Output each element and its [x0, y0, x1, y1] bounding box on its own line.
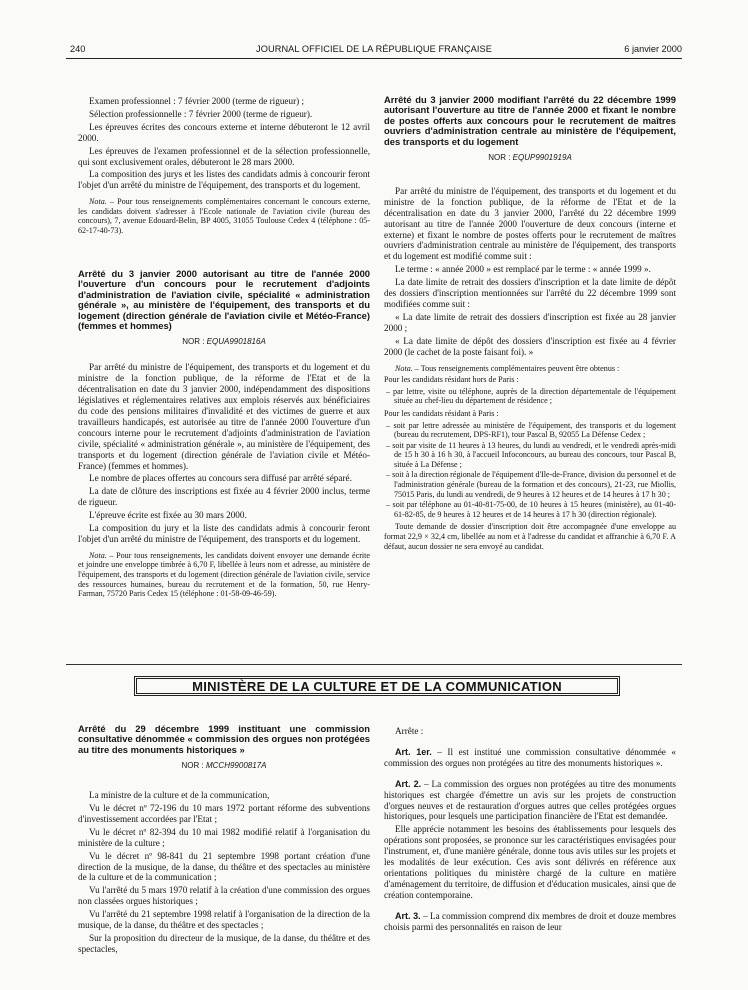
places-offered: Le nombre de places offertes au concours sera diffusé par arrêté séparé.: [89, 473, 352, 484]
deadline-change: La date limite de retrait des dossiers d'inscription et la date limite de dépôt des dossiers d'inscription mentionnées sur l'arrêté du 22 décembre 1999 sont modifiées comme suit :: [384, 277, 676, 309]
outside-paris-heading: Pour les candidats résidant hors de Paris :: [384, 375, 519, 385]
article-label: Art. 2.: [395, 778, 422, 789]
section-rule-top: [66, 664, 682, 665]
written-exams: Les épreuves écrites des concours externe et interne débuteront le 12 avril 2000.: [78, 121, 370, 143]
nota-text: – Tous renseignements complémentaires peuvent être obtenus :: [412, 363, 620, 373]
list-item: – par lettre, visite ou téléphone, auprès de la direction départementale de l'équipement située au chef-lieu du département de résidence ;: [386, 386, 676, 406]
ministry-banner: MINISTÈRE DE LA CULTURE ET DE LA COMMUNICATION: [134, 676, 620, 696]
nota-text: – Pour tous renseignements, les candidats doivent envoyer une demande écrite et joindre une enveloppe timbrée à 6,70 F, libellée à leurs nom et adresse, au ministère de l'équipement, des transports et du logement (direction générale de l'aviation civile, service des ressources humaines, bureau du recrutement et de la formation, 50, rue Henry-Farman, 75720 Paris Cedex 15 (téléphone : 01-58-09-46-59).: [78, 550, 370, 599]
written-exam-date: L'épreuve écrite est fixée au 30 mars 2000.: [89, 510, 247, 521]
minister-line: La ministre de la culture et de la communication,: [89, 790, 270, 801]
arrete-heading: Arrête :: [395, 726, 424, 736]
proposal: Sur la proposition du directeur de la musique, de la danse, du théâtre et des spectacles,: [78, 933, 370, 954]
nota-paragraph: [78, 551, 370, 599]
nor-label: NOR :: [488, 153, 513, 163]
article-text: – Il est institué une commission consultative dénommée « commission des orgues non protégées au titre des monuments historiques ».: [384, 746, 676, 768]
nota-label: Nota.: [89, 550, 107, 560]
vu-3: Vu le décret nº 98-841 du 21 septembre 1998 portant création d'une direction de la musique, de la danse, du théâtre et des spectacles au ministère de la culture et de la communication ;: [78, 850, 370, 883]
left-column-top: [78, 96, 370, 238]
header-rule: [66, 58, 682, 59]
article-2-continued: Elle apprécie notamment les besoins des établissements pour lesquels des opérations sont proposées, se prononce sur les caractéristiques envisagées pour l'instrument, et, d'une manière générale, donne tous avis utiles sur les projets et les modalités de leur exécution. Ces avis sont délivrés en référence aux orientations politiques du ministère chargé de la culture en matière d'aménagement du territoire, de diffusion et d'éducation musicales, ainsi que de création contemporaine.: [384, 824, 676, 900]
culture-left-column: [78, 724, 370, 957]
arrete-title: Arrêté du 3 janvier 2000 modifiant l'arrêté du 22 décembre 1999 autorisant l'ouverture au titre de l'année 2000 et fixant le nombre de postes offerts aux concours pour le recrutement de maîtres ouvriers d'administration centrale au ministère de l'équipement, des transports et du logement: [384, 94, 676, 147]
arrete-title: Arrêté du 29 décembre 1999 instituant une commission consultative dénommée « commission des orgues non protégées au titre des monuments historiques »: [78, 723, 370, 755]
exam-date-1: Examen professionnel : 7 février 2000 (terme de rigueur) ;: [89, 96, 305, 106]
nota-label: Nota.: [395, 363, 413, 373]
nor-label: NOR :: [182, 337, 207, 347]
vu-5: Vu l'arrêté du 21 septembre 1998 relatif à l'organisation de la direction de la musique, de la danse, du théâtre et des spectacles ;: [78, 909, 370, 931]
vu-1: Vu le décret nº 72-196 du 10 mars 1972 portant réforme des subventions d'investissement accordées par l'Etat ;: [78, 803, 370, 824]
left-column-arrete: [78, 269, 370, 601]
nor-reference: [78, 337, 370, 348]
nota-label: Nota.: [89, 197, 107, 207]
arrete-body: Par arrêté du ministre de l'équipement, des transports et du logement et du ministre de la fonction publique, de la réforme de l'Etat et de la décentralisation en date du 3 janvier 2000, indépendamment des dispositions législatives et réglementaires relatives aux emplois réservés aux bénéficiaires du code des pensions militaires d'invalidité et des victimes de guerre et aux travailleurs handicapés, est autorisée au titre de l'année 2000 l'ouverture d'un concours interne pour le recrutement d'adjoints d'administration de l'aviation civile, spécialité « administration générale », au ministère de l'équipement, des transports et du logement (direction générale de l'aviation civile et Météo-France) (femmes et hommes).: [78, 362, 370, 471]
exam-date-2: Sélection professionnelle : 7 février 2000 (terme de rigueur).: [89, 108, 313, 119]
nor-reference: [78, 761, 370, 772]
article-3: [384, 911, 676, 933]
arrete-title: Arrêté du 3 janvier 2000 autorisant au titre de l'année 2000 l'ouverture d'un concours pour le recrutement d'adjoints d'administration de l'aviation civile, spécialité « administration générale », au ministère de l'équipement, des transports et du logement (direction générale de l'aviation civile et Météo-France) (femmes et hommes): [78, 268, 370, 332]
article-label: Art. 3.: [395, 910, 421, 921]
page-number: 240: [70, 44, 86, 54]
culture-right-column: [384, 726, 676, 935]
nor-code: EQUP9901919A: [512, 153, 572, 163]
list-item: – soit par visite de 11 heures à 13 heures, du lundi au vendredi, et le vendredi après-midi de 15 h 30 à 16 h 30, à l'accueil Infoconcours, au bureau des concours, tour Pascal B, située à La Défense ;: [386, 440, 676, 469]
vu-4: Vu l'arrêté du 5 mars 1970 relatif à la création d'une commission des orgues non classées orgues historiques ;: [78, 885, 370, 907]
vu-2: Vu le décret nº 82-394 du 10 mai 1982 modifié relatif à l'organisation du ministère de la culture ;: [78, 826, 370, 848]
article-label: Art. 1er.: [395, 746, 432, 757]
nota-paragraph: [78, 197, 370, 235]
list-item: – soit par lettre adressée au ministère de l'équipement, des transports et du logement (bureau du recrutement, DPS-RF1), tour Pascal B, 92055 La Défense Cedex ;: [386, 420, 676, 440]
oral-exams: Les épreuves de l'examen professionnel et de la sélection professionnelle, qui sont exclusivement orales, débuteront le 28 mars 2000.: [78, 145, 370, 167]
arrete-body: Par arrêté du ministre de l'équipement, des transports et du logement et du ministre de la fonction publique, de la réforme de l'Etat et de la décentralisation en date du 3 janvier 2000, l'arrêté du 22 décembre 1999 autorisant au titre de l'année 2000 l'ouverture de deux concours (interne et externe) et fixant le nombre de postes offerts pour le recrutement de maîtres ouvriers d'administration centrale au ministère de l'équipement, des transports et du logement est modifié comme suit :: [384, 185, 676, 262]
article-text: – La commission des orgues non protégées au titre des monuments historiques est chargée d'émettre un avis sur les projets de construction d'orgues neuves et de restauration d'orgues autres que celles protégées orgues historiques, pour lesquels une participation financière de l'Etat est demandée.: [384, 778, 676, 822]
list-item: – soit à la direction régionale de l'équipement d'Ile-de-France, division du personnel et de l'administration générale (bureau de la formation et des concours), 21-23, rue Miollis, 75015 Paris, du lundi au vendredi, de 9 heures à 12 heures et de 14 heures à 17 h 30 ;: [386, 470, 676, 499]
list-item: – soit par téléphone au 01-40-81-75-00, de 10 heures à 15 heures (ministère), au 01-40-61-82-85, de 9 heures à 12 heures et de 14 heures à 17 h 30 (direction régionale).: [386, 500, 676, 519]
nota-text: – Pour tous renseignements complémentaires concernant le concours externe, les candidats doivent s'adresser à l'Ecole nationale de l'aviation civile (bureau des concours), 7, avenue Edouard-Belin, BP 4005, 31055 Toulouse Cedex 4 (téléphone : 05-62-17-40-73).: [78, 197, 370, 236]
nor-code: EQUA9901816A: [206, 337, 266, 347]
article-text: – La commission comprend dix membres de droit et douze membres choisis parmi des personnalités en raison de leur: [384, 910, 676, 932]
paris-list: [384, 421, 676, 520]
jury-list: La composition du jury et la liste des candidats admis à concourir feront l'objet d'un arrêté du ministre de l'équipement, des transports et du logement.: [78, 523, 370, 544]
withdrawal-deadline: « La date limite de retrait des dossiers d'inscription est fixée au 28 janvier 2000 ;: [384, 311, 676, 333]
nor-label: NOR :: [181, 761, 206, 771]
closing-date: La date de clôture des inscriptions est fixée au 4 février 2000 inclus, terme de rigueur.: [78, 486, 370, 508]
nor-reference: [384, 153, 676, 164]
final-paragraph: Toute demande de dossier d'inscription doit être accompagnée d'une enveloppe au format 22,9 × 32,4 cm, libellée au nom et à l'adresse du candidat et affranchie à 6,70 F. A défaut, aucun dossier ne sera envoyé au candidat.: [384, 522, 676, 551]
issue-date: 6 janvier 2000: [624, 44, 682, 54]
jury-composition: La composition des jurys et les listes des candidats admis à concourir feront l'objet d'un arrêté du ministre de l'équipement, des transports et du logement.: [78, 169, 370, 191]
article-1: [384, 747, 676, 769]
right-column-arrete: [384, 95, 676, 553]
deposit-deadline: « La date limite de dépôt des dossiers d'inscription est fixée au 4 février 2000 (le cachet de la poste faisant foi). »: [384, 335, 676, 357]
nota-paragraph: [384, 364, 676, 374]
journal-title: JOURNAL OFFICIEL DE LA RÉPUBLIQUE FRANÇAISE: [256, 44, 492, 54]
paris-heading: Pour les candidats résidant à Paris :: [384, 408, 499, 418]
outside-paris-list: [384, 387, 676, 406]
nor-code: MCCH9900817A: [205, 761, 267, 771]
article-2: [384, 779, 676, 823]
term-replacement: Le terme : « année 2000 » est remplacé par le terme : « année 1999 ».: [395, 264, 651, 275]
running-header: [66, 44, 682, 58]
